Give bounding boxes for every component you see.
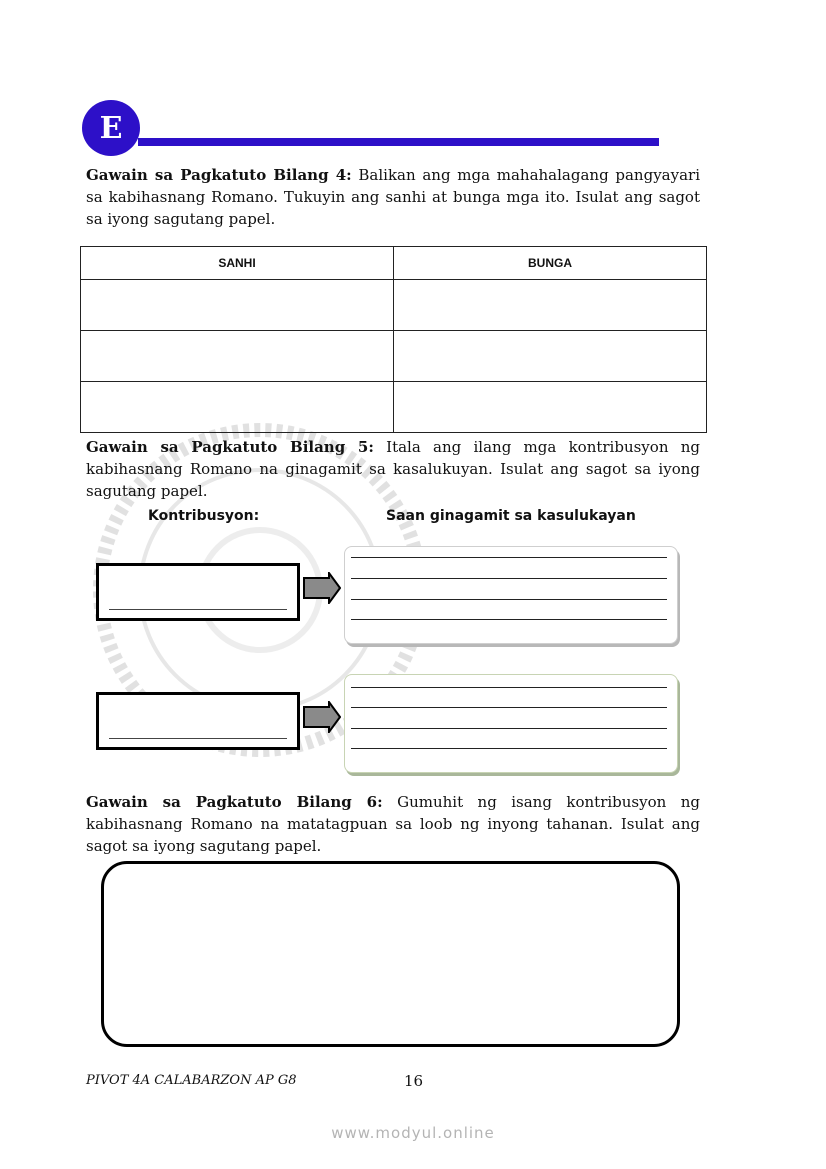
website-watermark: www.modyul.online: [331, 1124, 495, 1142]
answer-line: [351, 578, 667, 579]
activity-4-text: Balikan ang mga mahahalagang pangyayari sa kabihasnang Romano. Tukuyin ang sanhi at bunga mga ito. Isulat ang sagot sa iyong sagutang papel.: [86, 166, 700, 228]
bunga-cell-2[interactable]: [394, 331, 707, 382]
kontribusyon-input-box-2[interactable]: [96, 692, 300, 750]
answer-line: [351, 599, 667, 600]
answer-line: [351, 707, 667, 708]
answer-line: [351, 728, 667, 729]
answer-line: [351, 557, 667, 558]
table-header-row: [81, 247, 707, 280]
bunga-cell-1[interactable]: [394, 280, 707, 331]
activity-5-instructions: [86, 436, 700, 502]
sanhi-bunga-table: [80, 246, 707, 433]
activity-4-title: Gawain sa Pagkatuto Bilang 4:: [86, 166, 352, 184]
header-sanhi: SANHI: [81, 247, 394, 280]
activity-5-text: Itala ang ilang mga kontribusyon ng kabihasnang Romano na ginagamit sa kasalukuyan. Isulat ang sagot sa iyong sagutang papel.: [86, 438, 700, 500]
answer-line: [351, 619, 667, 620]
answer-line: [109, 609, 287, 610]
saan-answer-box-2[interactable]: [344, 674, 678, 773]
footer-title: PIVOT 4A CALABARZON AP G8: [86, 1073, 297, 1088]
section-header-bar: [138, 138, 659, 146]
arrow-right-icon: [303, 572, 341, 604]
saan-answer-box-1[interactable]: [344, 546, 678, 644]
activity-6-instructions: [86, 791, 700, 857]
activity-5-title: Gawain sa Pagkatuto Bilang 5:: [86, 438, 374, 456]
arrow-right-icon: [303, 701, 341, 733]
table-row: [81, 331, 707, 382]
saan-ginagamit-heading: Saan ginagamit sa kasulukayan: [386, 508, 636, 524]
activity-6-text: Gumuhit ng isang kontribusyon ng kabihasnang Romano na matatagpuan sa loob ng inyong tahanan. Isulat ang sagot sa iyong sagutang papel.: [86, 793, 700, 855]
answer-line: [351, 687, 667, 688]
table-row: [81, 382, 707, 433]
header-bunga: BUNGA: [394, 247, 707, 280]
page-number: 16: [404, 1072, 424, 1090]
sanhi-cell-3[interactable]: [81, 382, 394, 433]
answer-line: [109, 738, 287, 739]
drawing-answer-box[interactable]: [101, 861, 680, 1047]
activity-6-title: Gawain sa Pagkatuto Bilang 6:: [86, 793, 383, 811]
bunga-cell-3[interactable]: [394, 382, 707, 433]
kontribusyon-input-box-1[interactable]: [96, 563, 300, 621]
answer-line: [351, 748, 667, 749]
kontribusyon-heading: Kontribusyon:: [148, 508, 260, 524]
section-letter-badge: E: [82, 100, 140, 156]
table-row: [81, 280, 707, 331]
sanhi-cell-2[interactable]: [81, 331, 394, 382]
sanhi-cell-1[interactable]: [81, 280, 394, 331]
activity-4-instructions: [86, 164, 700, 230]
